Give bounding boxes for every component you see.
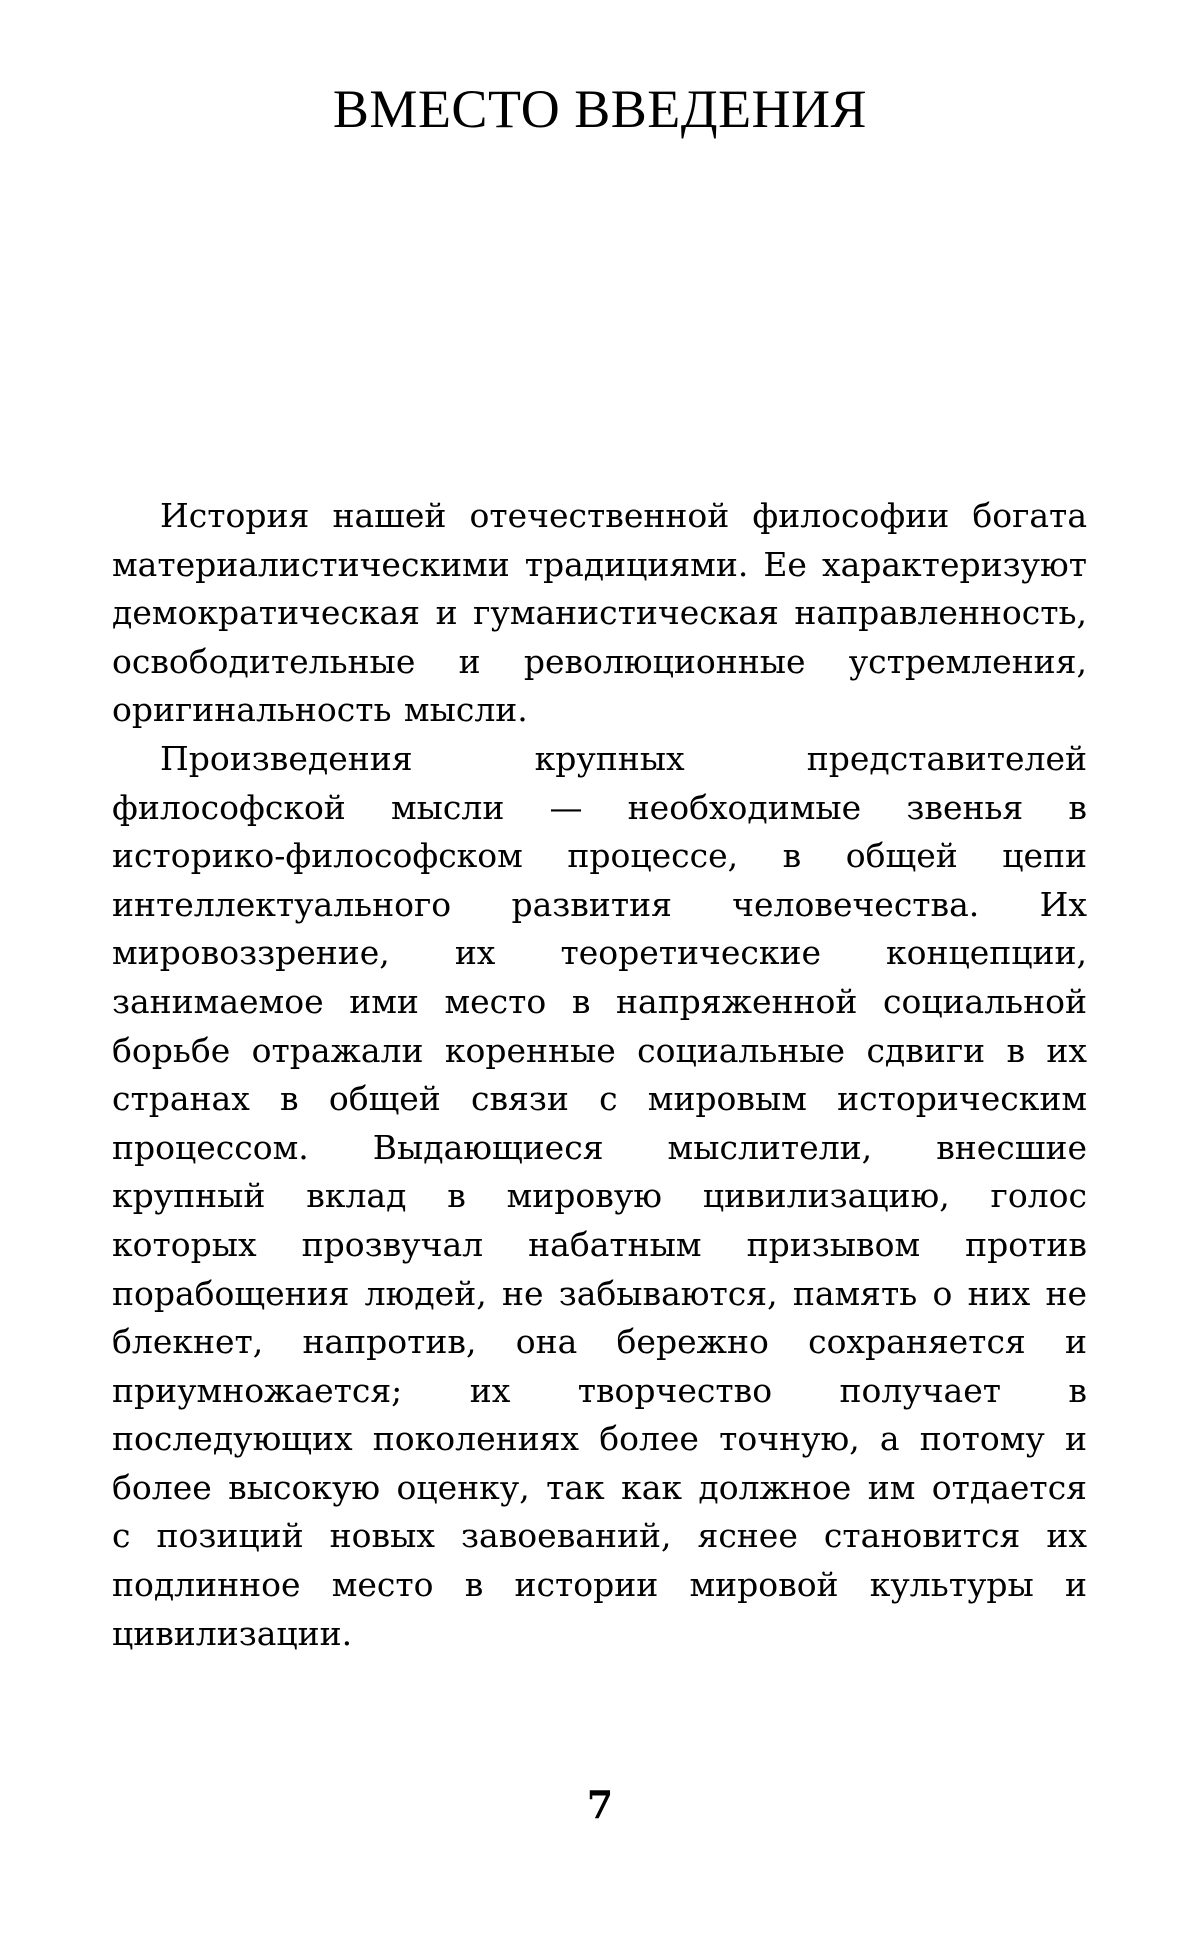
paragraph-2: Произведения крупных представителей философской мысли — необходимые звенья в историко-философском процессе, в общей цепи интеллектуального развития человечества. Их мировоззрение, их теоретические концепции, занимаемое ими место в напряженной социальной борьбе отражали коренные социальные сдвиги в их странах в общей связи с мировым историческим процессом. Выдающиеся мыслители, внесшие крупный вклад в мировую цивилизацию, голос которых прозвучал набатным призывом против порабощения людей, не забываются, память о них не блекнет, напротив, она бережно сохраняется и приумножается; их творчество получает в последующих поколениях более точную, а потому и более высокую оценку, так как должное им отдается с позиций новых завоеваний, яснее становится их подлинное место в истории мировой культуры и цивилизации. [112, 738, 1087, 1653]
page-number: 7 [586, 1782, 614, 1827]
paragraph-1: История нашей отечественной философии богата материалистическими традициями. Ее характеризуют демократическая и гуманистическая направленность, освободительные и революционные устремления, оригинальность мысли. [112, 496, 1087, 730]
chapter-heading: ВМЕСТО ВВЕДЕНИЯ [332, 79, 868, 139]
body-text [112, 492, 1087, 1658]
